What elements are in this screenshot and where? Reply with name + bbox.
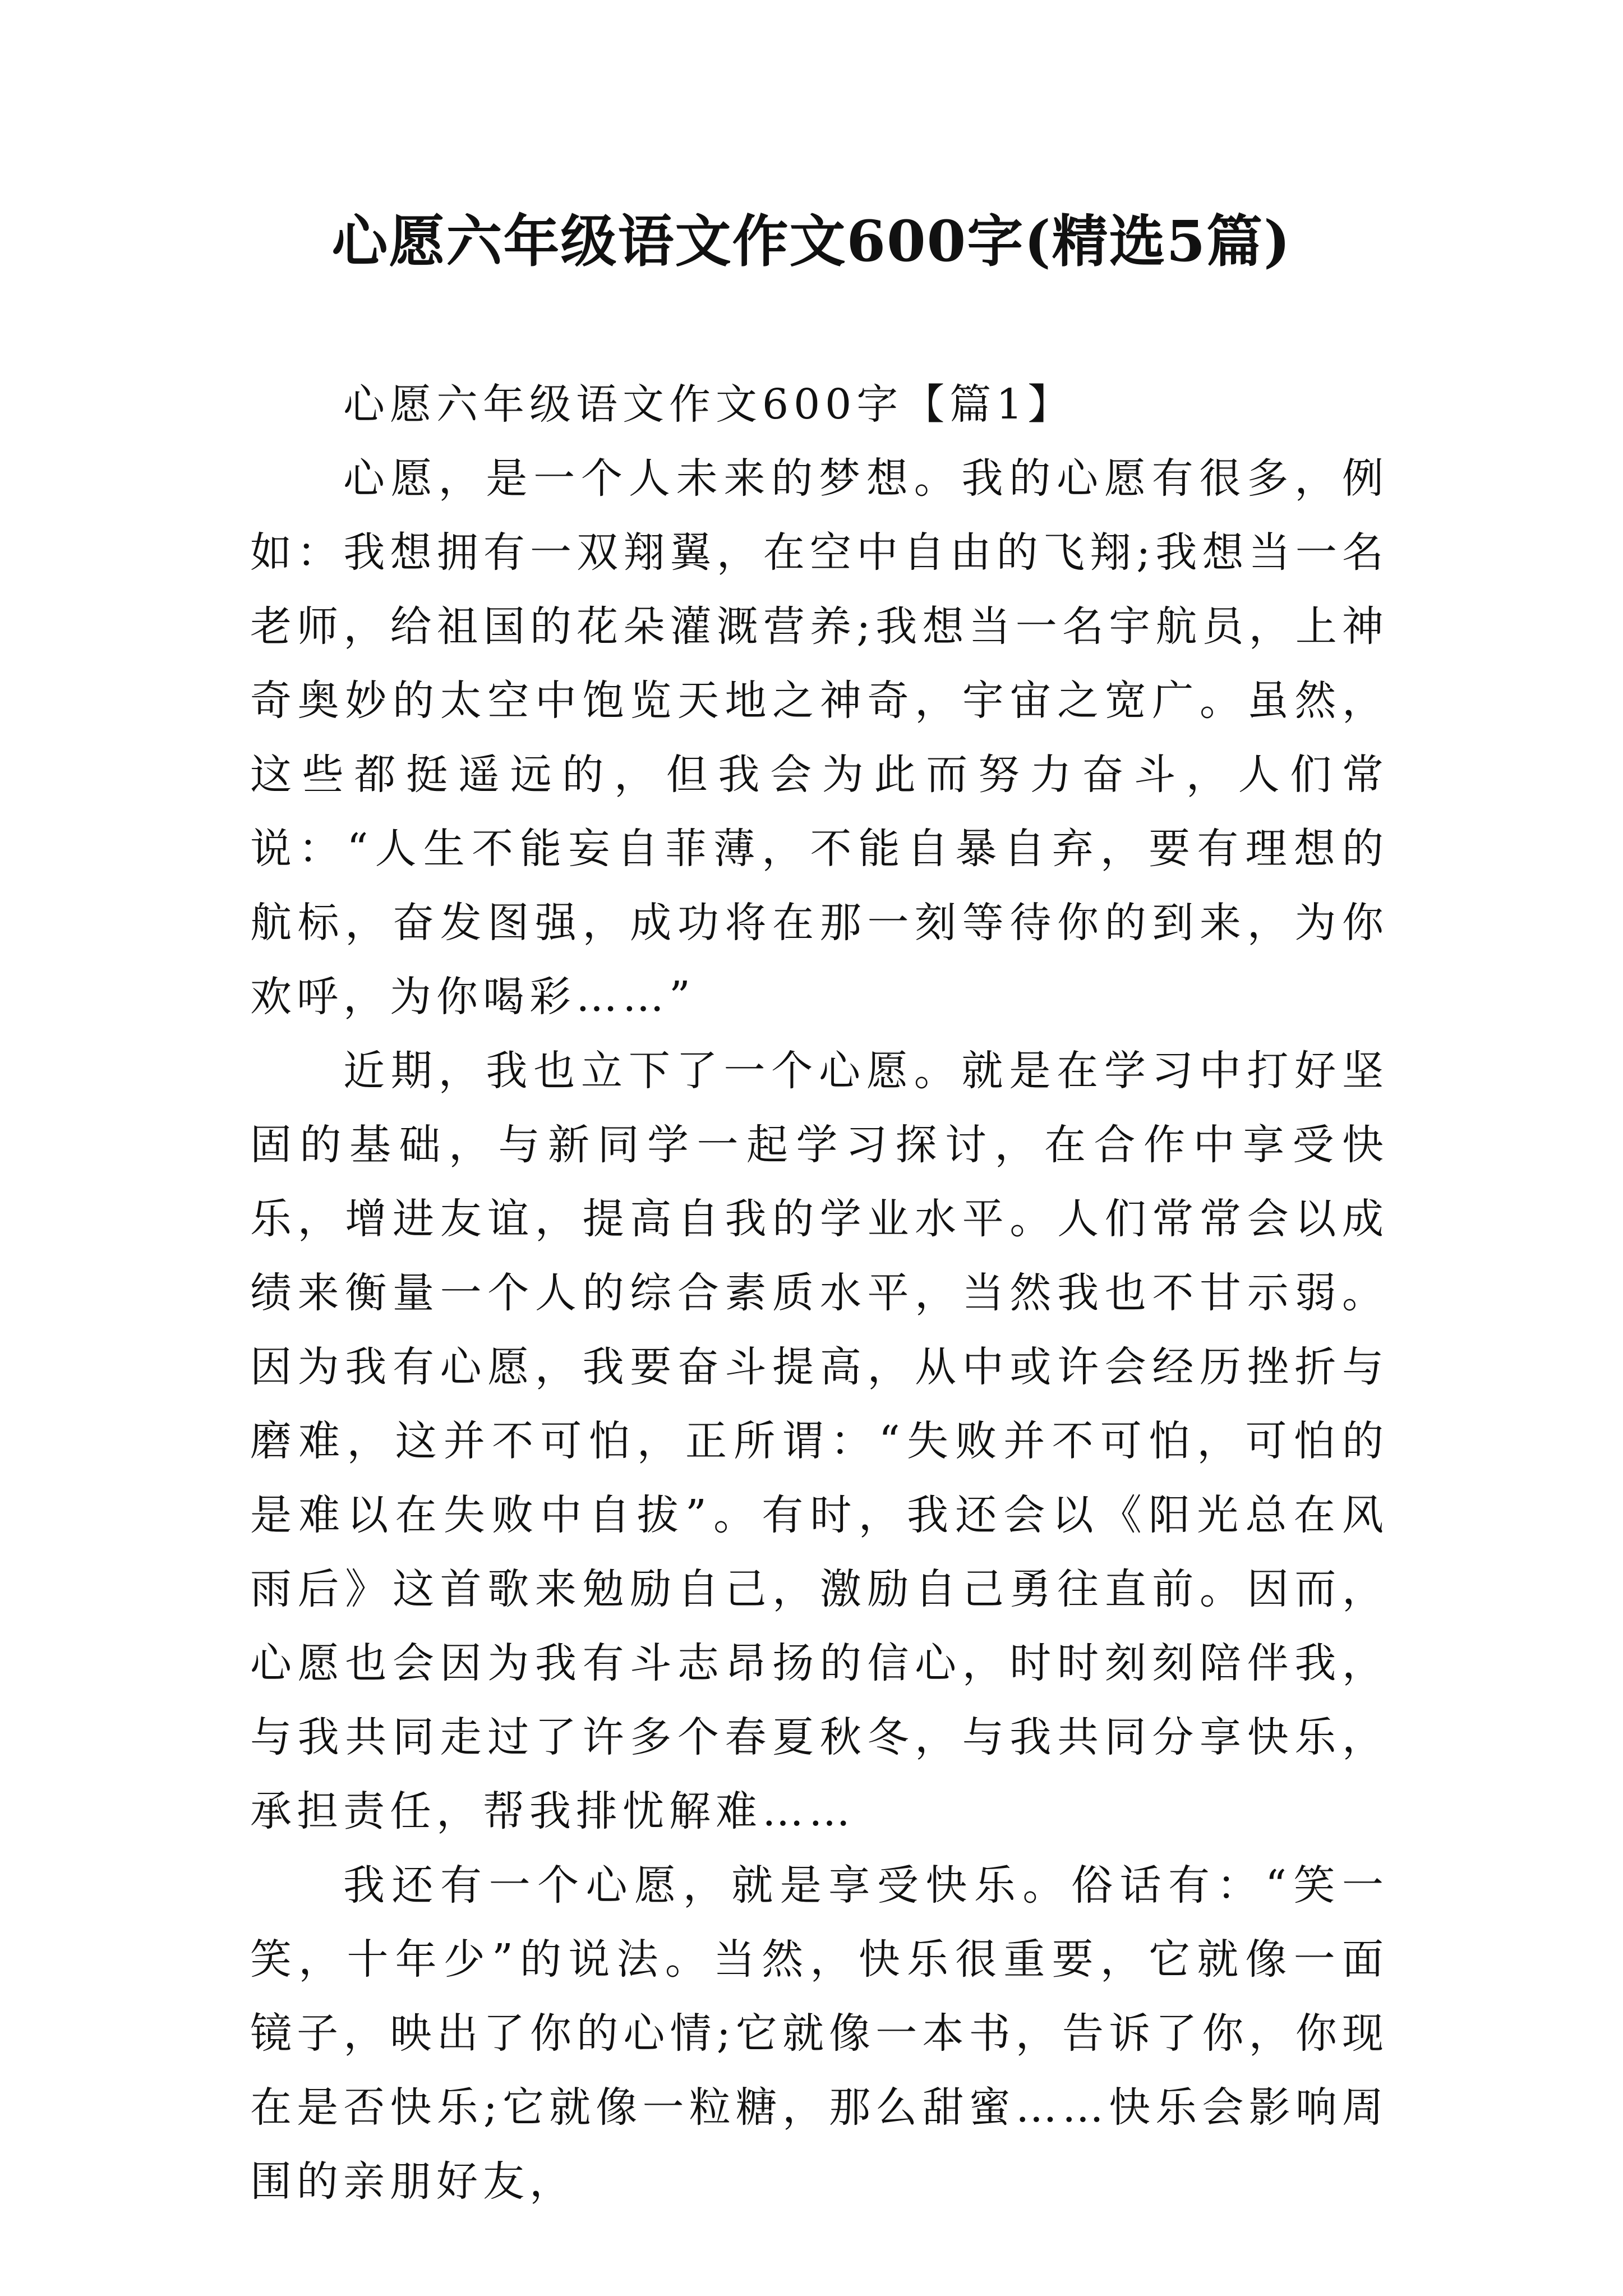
document-title: 心愿六年级语文作文600字(精选5篇): [331, 208, 1292, 274]
document-body: [250, 367, 1389, 2219]
section-heading: 心愿六年级语文作文600字【篇1】: [343, 380, 1075, 429]
paragraph: 我还有一个心愿，就是享受快乐。俗话有：“笑一笑，十年少”的说法。当然，快乐很重要，它就像一面镜子，映出了你的心情;它就像一本书，告诉了你，你现在是否快乐;它就像一粒糖，那么甜蜜……快乐会影响周围的亲朋好友，: [250, 1861, 1389, 2206]
paragraph: 心愿，是一个人未来的梦想。我的心愿有很多，例如：我想拥有一双翔翼，在空中自由的飞翔;我想当一名老师，给祖国的花朵灌溉营养;我想当一名宇航员，上神奇奥妙的太空中饱览天地之神奇，宇宙之宽广。虽然，这些都挺遥远的，但我会为此而努力奋斗，人们常说：“人生不能妄自菲薄，不能自暴自弃，要有理想的航标，奋发图强，成功将在那一刻等待你的到来，为你欢呼，为你喝彩……”: [250, 454, 1389, 1021]
paragraph: 近期，我也立下了一个心愿。就是在学习中打好坚固的基础，与新同学一起学习探讨，在合作中享受快乐，增进友谊，提高自我的学业水平。人们常常会以成绩来衡量一个人的综合素质水平，当然我也不甘示弱。因为我有心愿，我要奋斗提高，从中或许会经历挫折与磨难，这并不可怕，正所谓：“失败并不可怕，可怕的是难以在失败中自拔”。有时，我还会以《阳光总在风雨后》这首歌来勉励自己，激励自己勇往直前。因而，心愿也会因为我有斗志昂扬的信心，时时刻刻陪伴我，与我共同走过了许多个春夏秋冬，与我共同分享快乐，承担责任，帮我排忧解难……: [250, 1047, 1389, 1835]
